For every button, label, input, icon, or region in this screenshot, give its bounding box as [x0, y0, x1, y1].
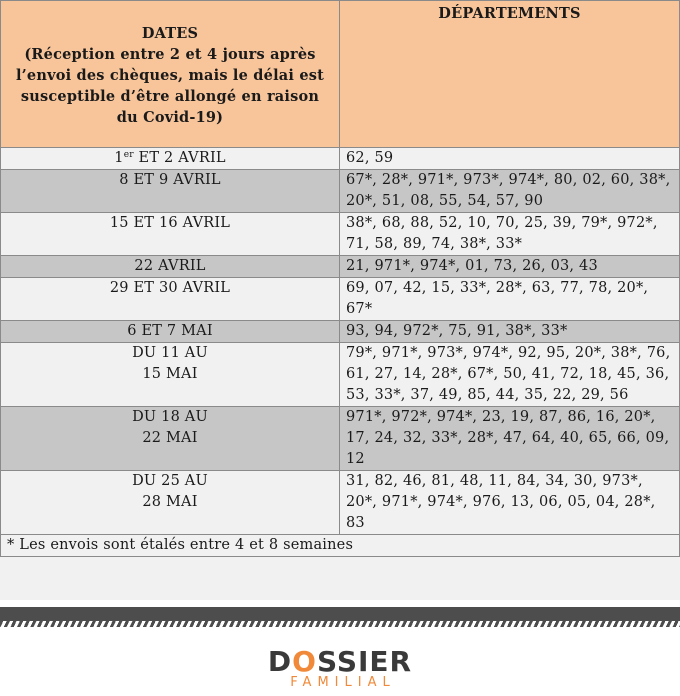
logo-wordmark: DOSSIER	[267, 645, 413, 678]
footnote: * Les envois sont étalés entre 4 et 8 semaines	[1, 535, 680, 557]
departements-cell: 69, 07, 42, 15, 33*, 28*, 63, 77, 78, 20*, 67*	[340, 278, 680, 321]
date-cell: DU 25 AU 28 MAI	[1, 471, 340, 535]
dates-header-title: DATES	[141, 25, 199, 42]
table-row	[1, 148, 680, 170]
departements-cell: 79*, 971*, 973*, 974*, 92, 95, 20*, 38*, 76, 61, 27, 14, 28*, 67*, 50, 41, 72, 18, 45, 36, 53, 33*, 37, 49, 85, 44, 35, 22, 29, 56	[340, 343, 680, 407]
table-row	[1, 471, 680, 535]
table-row	[1, 213, 680, 256]
dates-header-subtitle: (Réception entre 2 et 4 jours après l’envoi des chèques, mais le délai est susceptible d’être allongé en raison du Covid-19)	[15, 46, 325, 126]
dossier-familial-logo	[0, 645, 680, 690]
date-cell: DU 18 AU 22 MAI	[1, 407, 340, 471]
date-cell: 22 AVRIL	[1, 256, 340, 278]
date-cell: 8 ET 9 AVRIL	[1, 170, 340, 213]
footer-bar	[0, 607, 680, 621]
departements-column-header	[340, 1, 680, 148]
date-cell: 15 ET 16 AVRIL	[1, 213, 340, 256]
table-row	[1, 407, 680, 471]
departements-cell: 21, 971*, 974*, 01, 73, 26, 03, 43	[340, 256, 680, 278]
footnote-row	[1, 535, 680, 557]
table-row	[1, 256, 680, 278]
departements-cell: 971*, 972*, 974*, 23, 19, 87, 86, 16, 20*, 17, 24, 32, 33*, 28*, 47, 64, 40, 65, 66, 09, 12	[340, 407, 680, 471]
table-row	[1, 343, 680, 407]
date-cell: DU 11 AU 15 MAI	[1, 343, 340, 407]
departements-cell: 31, 82, 46, 81, 48, 11, 84, 34, 30, 973*, 20*, 971*, 974*, 976, 13, 06, 05, 04, 28*, 83	[340, 471, 680, 535]
departements-cell: 62, 59	[340, 148, 680, 170]
date-cell: 1er ET 2 AVRIL	[1, 148, 340, 170]
table-row	[1, 278, 680, 321]
logo-subtitle: FAMILIAL	[290, 675, 396, 690]
date-cell: 29 ET 30 AVRIL	[1, 278, 340, 321]
table-row	[1, 170, 680, 213]
table-header-row	[1, 1, 680, 148]
departements-cell: 67*, 28*, 971*, 973*, 974*, 80, 02, 60, 38*, 20*, 51, 08, 55, 54, 57, 90	[340, 170, 680, 213]
departements-header-title: DÉPARTEMENTS	[438, 5, 581, 22]
date-cell: 6 ET 7 MAI	[1, 321, 340, 343]
departements-cell: 38*, 68, 88, 52, 10, 70, 25, 39, 79*, 972*, 71, 58, 89, 74, 38*, 33*	[340, 213, 680, 256]
dates-column-header	[1, 1, 340, 148]
footer-hatch-divider	[0, 621, 680, 627]
table-body	[1, 148, 680, 557]
table-row	[1, 321, 680, 343]
departements-cell: 93, 94, 972*, 75, 91, 38*, 33*	[340, 321, 680, 343]
